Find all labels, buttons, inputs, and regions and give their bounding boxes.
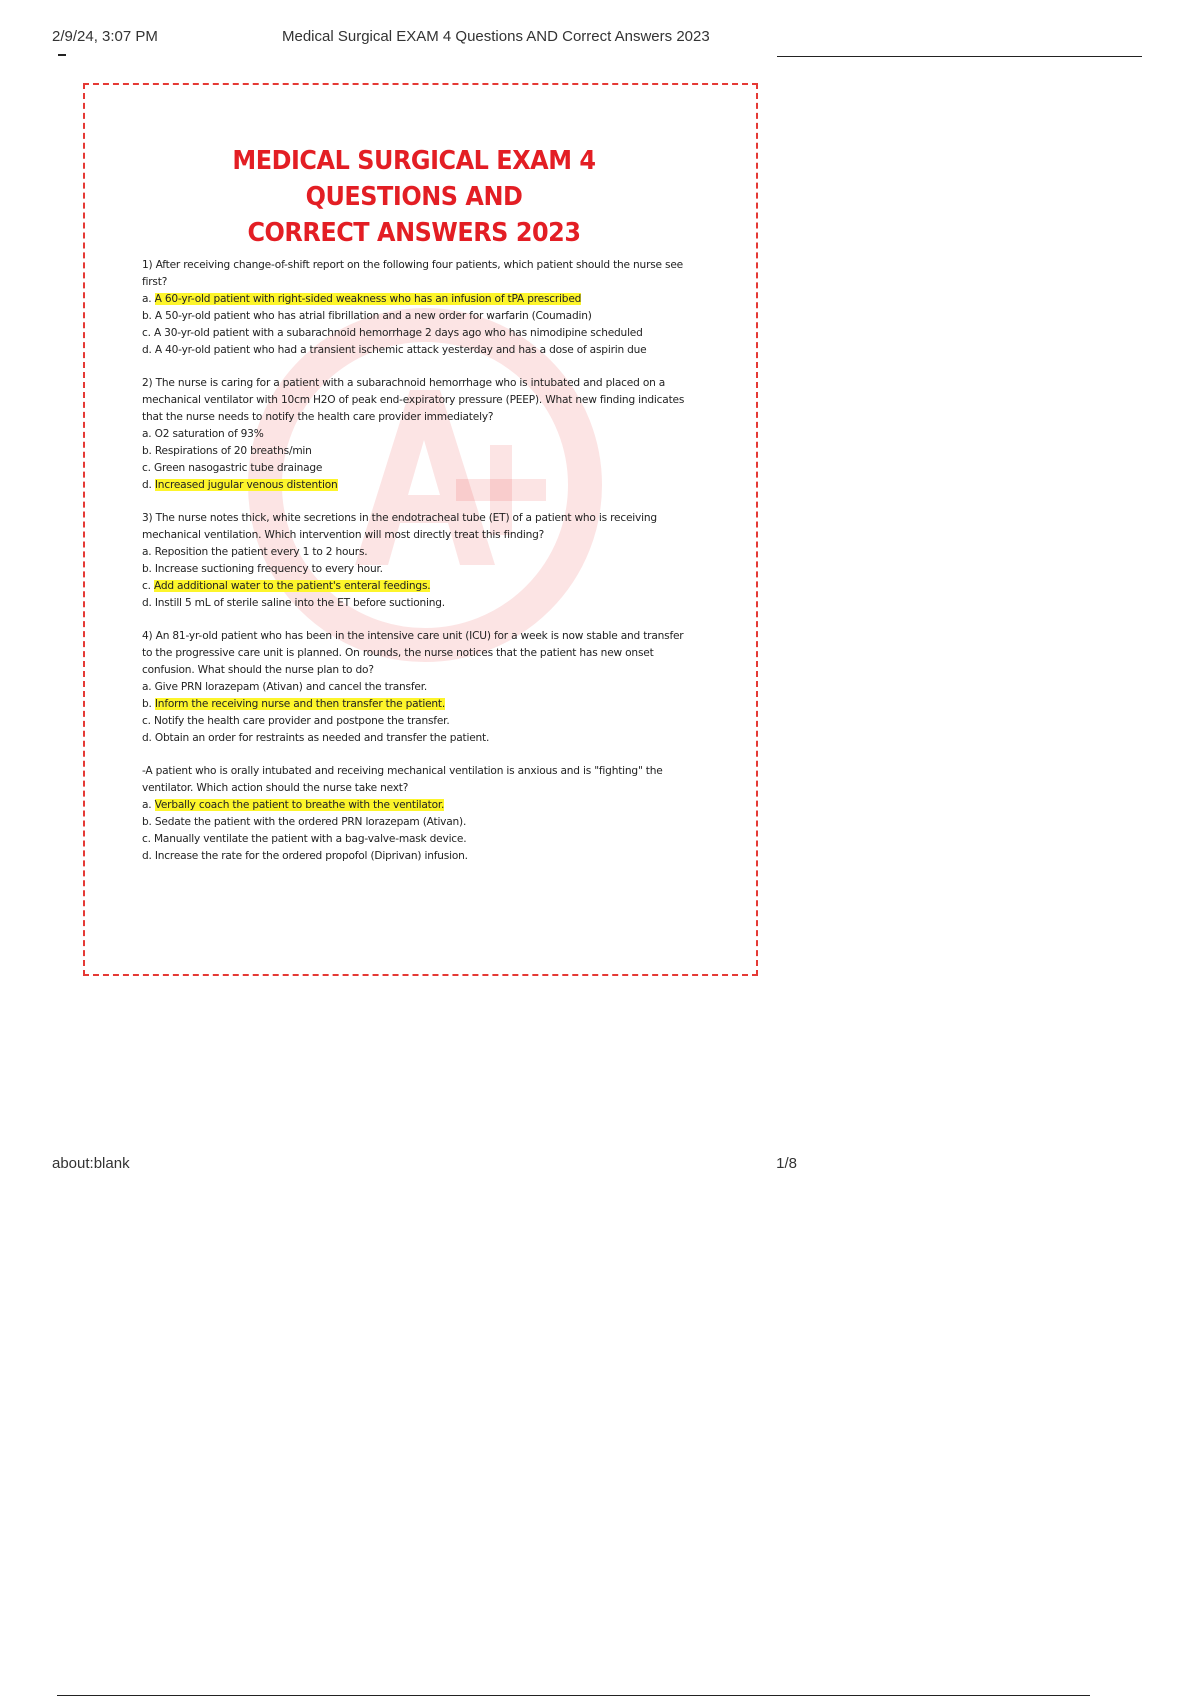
option-a: a. Verbally coach the patient to breathe with the ventilator.	[142, 799, 445, 811]
option-b: b. A 50-yr-old patient who has atrial fibrillation and a new order for warfarin (Coumadin)	[142, 310, 592, 322]
print-url: about:blank	[52, 1155, 130, 1172]
option-a: a. Give PRN lorazepam (Ativan) and cancel the transfer.	[142, 681, 428, 693]
option-a: a. A 60-yr-old patient with right-sided weakness who has an infusion of tPA prescribed	[142, 293, 582, 305]
option-b: b. Respirations of 20 breaths/min	[142, 445, 312, 457]
print-title: Medical Surgical EXAM 4 Questions AND Correct Answers 2023	[282, 28, 710, 45]
question-stem: 3) The nurse notes thick, white secretions in the endotracheal tube (ET) of a patient who is receiving mechanical ventilation. Which intervention will most directly treat this finding?	[142, 512, 657, 541]
option-a: a. Reposition the patient every 1 to 2 hours.	[142, 546, 368, 558]
document-title	[164, 143, 664, 251]
bottom-rule	[57, 1695, 1090, 1696]
option-c: c. A 30-yr-old patient with a subarachnoid hemorrhage 2 days ago who has nimodipine scheduled	[142, 327, 643, 339]
question-stem: 2) The nurse is caring for a patient with a subarachnoid hemorrhage who is intubated and placed on a mechanical ventilator with 10cm H2O of peak end-expiratory pressure (PEEP). What new finding indicates that the nurse needs to notify the health care provider immediately?	[142, 377, 685, 423]
question-3	[142, 510, 686, 612]
question-4	[142, 628, 686, 747]
option-c: c. Add additional water to the patient's enteral feedings.	[142, 580, 431, 592]
question-5	[142, 763, 686, 865]
print-header	[52, 28, 1152, 58]
option-c: c. Notify the health care provider and postpone the transfer.	[142, 715, 450, 727]
correct-answer-highlight: Inform the receiving nurse and then transfer the patient.	[154, 698, 446, 710]
option-d: d. A 40-yr-old patient who had a transient ischemic attack yesterday and has a dose of aspirin due	[142, 344, 647, 356]
option-d: d. Increased jugular venous distention	[142, 479, 338, 491]
question-stem: 4) An 81-yr-old patient who has been in the intensive care unit (ICU) for a week is now stable and transfer to the progressive care unit is planned. On rounds, the nurse notices that the patient has new onset confusion. What should the nurse plan to do?	[142, 630, 684, 676]
option-b: b. Inform the receiving nurse and then transfer the patient.	[142, 698, 446, 710]
option-d: d. Increase the rate for the ordered propofol (Diprivan) infusion.	[142, 850, 468, 862]
document-page	[83, 83, 758, 976]
correct-answer-highlight: Verbally coach the patient to breathe with the ventilator.	[154, 799, 445, 811]
page-number: 1/8	[776, 1155, 797, 1172]
option-d: d. Instill 5 mL of sterile saline into the ET before suctioning.	[142, 597, 445, 609]
correct-answer-highlight: A 60-yr-old patient with right-sided weakness who has an infusion of tPA prescribed	[154, 293, 582, 305]
document-content	[85, 85, 756, 865]
correct-answer-highlight: Add additional water to the patient's enteral feedings.	[153, 580, 431, 592]
option-b: b. Sedate the patient with the ordered PRN lorazepam (Ativan).	[142, 816, 467, 828]
correct-answer-highlight: Increased jugular venous distention	[154, 479, 338, 491]
question-1	[142, 257, 686, 359]
option-c: c. Green nasogastric tube drainage	[142, 462, 323, 474]
option-d: d. Obtain an order for restraints as needed and transfer the patient.	[142, 732, 490, 744]
option-c: c. Manually ventilate the patient with a bag-valve-mask device.	[142, 833, 467, 845]
document-title-line1: MEDICAL SURGICAL EXAM 4 QUESTIONS AND	[232, 146, 596, 212]
print-datetime: 2/9/24, 3:07 PM	[52, 28, 158, 45]
question-2	[142, 375, 686, 494]
question-stem: 1) After receiving change-of-shift report on the following four patients, which patient should the nurse see first?	[142, 259, 683, 288]
option-b: b. Increase suctioning frequency to every hour.	[142, 563, 383, 575]
option-a: a. O2 saturation of 93%	[142, 428, 264, 440]
question-stem: -A patient who is orally intubated and receiving mechanical ventilation is anxious and is "fighting" the ventilator. Which action should the nurse take next?	[142, 765, 663, 794]
header-rule	[777, 56, 1142, 57]
header-tick-mark	[58, 54, 66, 56]
document-title-line2: CORRECT ANSWERS 2023	[247, 218, 581, 248]
